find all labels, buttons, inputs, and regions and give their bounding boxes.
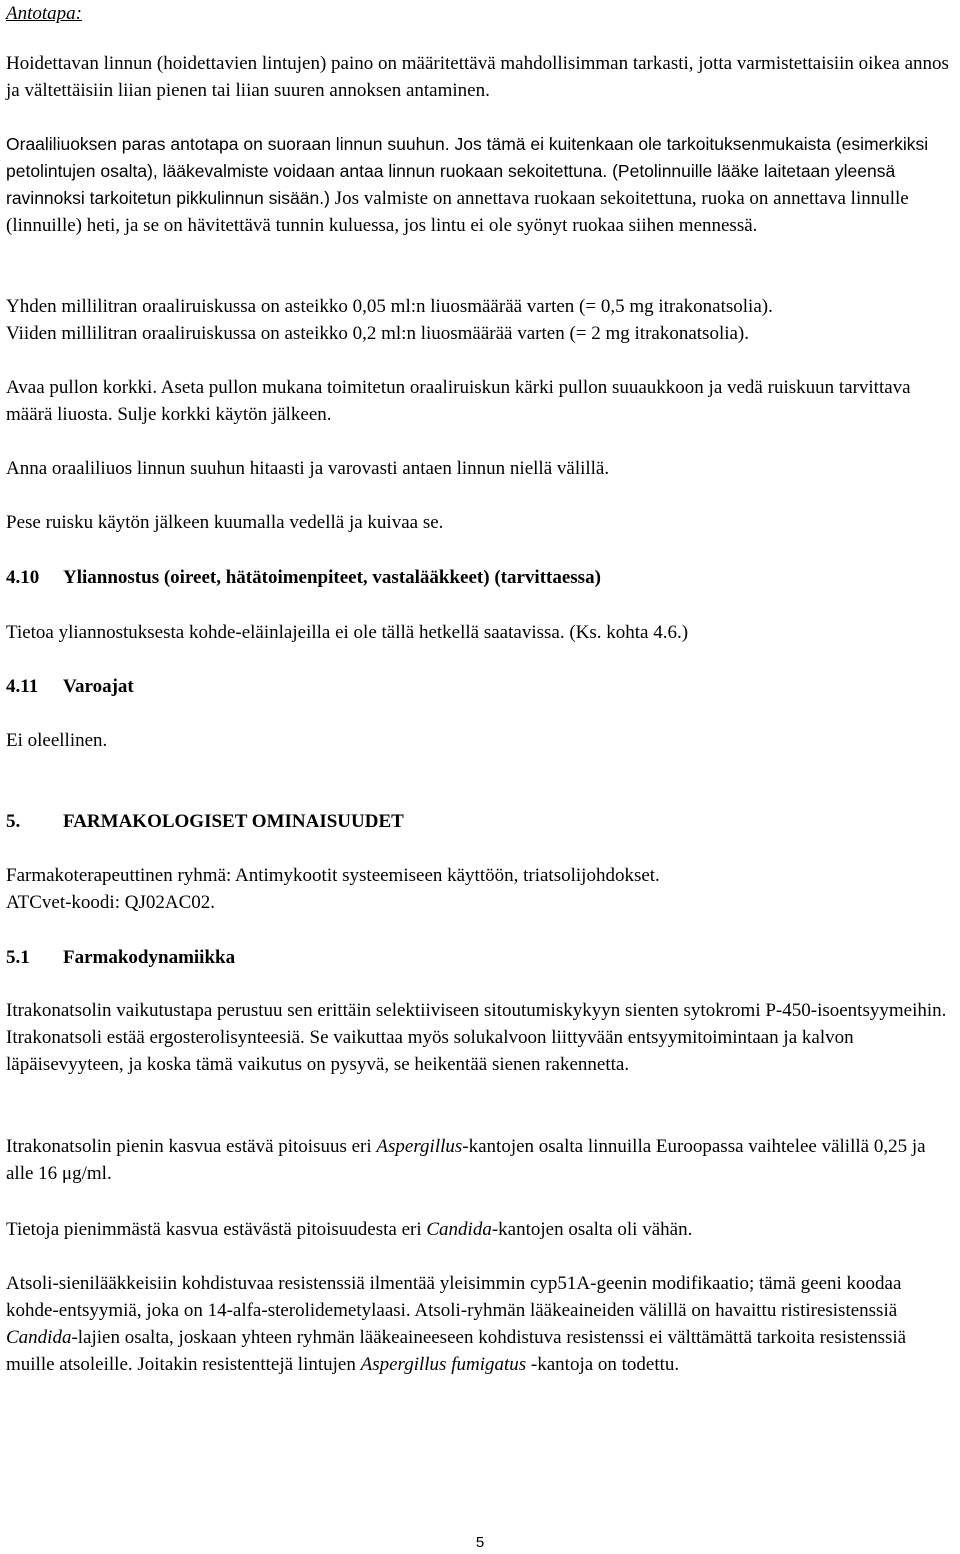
section-number: 4.11	[6, 676, 39, 697]
section-heading-4-11	[6, 673, 956, 700]
species-name: Candida	[426, 1219, 492, 1240]
paragraph-syringe-use: Avaa pullon korkki. Aseta pullon mukana toimitetun oraaliruiskun kärki pullon suuaukkoon ja vedä ruiskuun tarvittava määrä liuosta. Sulje korkki käytön jälkeen.	[6, 377, 911, 425]
section-heading-4-10	[6, 564, 956, 591]
paragraph-give-slowly: Anna oraaliliuos linnun suuhun hitaasti ja varovasti antaen linnun niellä välillä.	[6, 458, 610, 479]
section-title: Varoajat	[63, 676, 134, 697]
section-title: Yliannostus (oireet, hätätoimenpiteet, vastalääkkeet) (tarvittaessa)	[63, 567, 601, 588]
paragraph-administration-serif: Jos valmiste on annettava ruokaan sekoitettuna, ruoka on annettava linnulle (linnuille) heti, ja se on hävitettävä tunnin kuluessa, jos lintu ei ole syönyt ruokaa siihen mennessä.	[6, 188, 909, 236]
section-number: 5.1	[6, 947, 30, 968]
species-name: Aspergillus fumigatus	[360, 1354, 527, 1375]
paragraph-candida-mic	[6, 1216, 956, 1243]
atcvet-code-line: ATCvet-koodi: QJ02AC02.	[6, 892, 215, 913]
syringe-5ml-line: Viiden millilitran oraaliruiskussa on asteikko 0,2 ml:n liuosmäärää varten (= 2 mg itrakonatsolia).	[6, 323, 750, 344]
syringe-1ml-line: Yhden millilitran oraaliruiskussa on asteikko 0,05 ml:n liuosmäärää varten (= 0,5 mg itrakonatsolia).	[6, 296, 773, 317]
species-name: Aspergillus	[376, 1136, 463, 1157]
text-run: -kantojen osalta linnuilla Euroopassa vaihtelee välillä 0,25 ja alle 16 μg/ml.	[6, 1136, 926, 1184]
heading-antotapa: Antotapa:	[6, 3, 82, 24]
text-run: Tietoja pienimmästä kasvua estävästä pitoisuudesta eri	[6, 1219, 427, 1240]
paragraph-administration-sans: Oraaliliuoksen paras antotapa on suoraan linnun suuhun. Jos tämä ei kuitenkaan ole tarkoituksenmukaista (esimerkiksi petolintujen osalta), lääkevalmiste voidaan antaa linnun ruokaan sekoitettuna. (Petolinnuille lääke laitetaan yleensä ravinnoksi tarkoitetun pikkulinnun sisään.)	[6, 134, 929, 208]
page-number: 5	[475, 1534, 485, 1551]
text-run: -kantojen osalta oli vähän.	[491, 1219, 693, 1240]
paragraph-pharmacotherapeutic-group	[6, 862, 956, 916]
section-title: FARMAKOLOGISET OMINAISUUDET	[63, 811, 404, 832]
paragraph-syringe-scales	[6, 293, 956, 347]
paragraph-overdose: Tietoa yliannostuksesta kohde-eläinlajeilla ei ole tällä hetkellä saatavissa. (Ks. kohta 4.6.)	[6, 622, 689, 643]
paragraph-clean-syringe: Pese ruisku käytön jälkeen kuumalla vedellä ja kuivaa se.	[6, 512, 444, 533]
text-run: -lajien osalta, joskaan yhteen ryhmän lääkeaineeseen kohdistuva resistenssi ei välttämättä tarkoita resistenssiä muille atsoleille. Joitakin resistenttejä lintujen	[6, 1327, 907, 1375]
species-name: Candida	[6, 1327, 72, 1348]
text-run: Itrakonatsolin pienin kasvua estävä pitoisuus eri	[6, 1136, 377, 1157]
paragraph-resistance	[6, 1270, 956, 1378]
section-heading-5	[6, 808, 956, 835]
pharmacotherapeutic-group-line: Farmakoterapeuttinen ryhmä: Antimykootit systeemiseen käyttöön, triatsolijohdokset.	[6, 865, 660, 886]
section-heading-5-1	[6, 944, 956, 971]
paragraph-mechanism: Itrakonatsolin vaikutustapa perustuu sen erittäin selektiiviseen sitoutumiskykyyn sienten sytokromi P-450-isoentsyymeihin. Itrakonatsoli estää ergosterolisynteesiä. Se vaikuttaa myös solukalvoon liittyvään entsyymitoimintaan ja kalvon läpäisevyyteen, ja koska tämä vaikutus on pysyvä, se heikentää sienen rakennetta.	[6, 1000, 947, 1075]
text-run: Atsoli-sienilääkkeisiin kohdistuvaa resistenssiä ilmentää yleisimmin cyp51A-geenin modifikaatio; tämä geeni koodaa kohde-entsyymiä, joka on 14-alfa-sterolidemetylaasi. Atsoli-ryhmän lääkeaineiden välillä on havaittu ristiresistenssiä	[6, 1273, 902, 1321]
paragraph-administration	[6, 131, 956, 239]
paragraph-withdrawal: Ei oleellinen.	[6, 730, 108, 751]
text-run: -kantoja on todettu.	[526, 1354, 680, 1375]
section-title: Farmakodynamiikka	[63, 947, 236, 968]
section-number: 5.	[6, 811, 21, 832]
section-number: 4.10	[6, 567, 40, 588]
paragraph-dosage-weight: Hoidettavan linnun (hoidettavien lintujen) paino on määritettävä mahdollisimman tarkasti, jotta varmistettaisiin oikea annos ja vältettäisiin liian pienen tai liian suuren annoksen antaminen.	[6, 53, 949, 101]
paragraph-aspergillus-mic	[6, 1133, 956, 1187]
